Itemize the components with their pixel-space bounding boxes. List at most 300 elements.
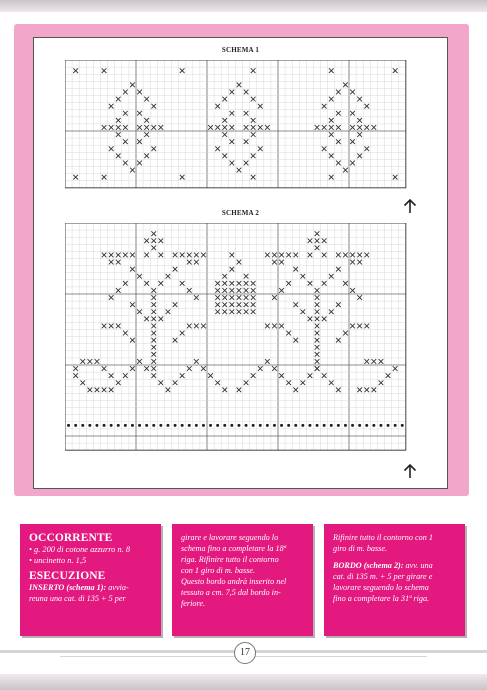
stitch-cross — [215, 380, 220, 385]
stitch-cross — [123, 125, 128, 130]
stitch-cross — [386, 373, 391, 378]
stitch-dot — [117, 424, 120, 427]
stitch-cross — [73, 366, 78, 371]
stitch-dot — [223, 424, 226, 427]
stitch-cross — [265, 324, 270, 329]
stitch-cross — [272, 295, 277, 300]
stitch-cross — [244, 281, 249, 286]
stitch-cross — [222, 154, 227, 159]
stitch-cross — [279, 324, 284, 329]
stitch-cross — [350, 111, 355, 116]
stitch-cross — [329, 274, 334, 279]
grid-lines — [65, 60, 406, 188]
stitch-cross — [244, 288, 249, 293]
stitch-cross — [130, 366, 135, 371]
stitch-cross — [187, 260, 192, 265]
stitch-cross — [322, 281, 327, 286]
stitch-dot — [308, 424, 311, 427]
stitch-cross — [286, 281, 291, 286]
stitch-cross — [322, 238, 327, 243]
stitch-cross — [144, 125, 149, 130]
stitch-dot — [259, 424, 262, 427]
stitch-cross — [293, 302, 298, 307]
stitch-cross — [166, 388, 171, 393]
stitch-cross — [251, 118, 256, 123]
stitch-cross — [159, 253, 164, 258]
stitch-dot — [202, 424, 205, 427]
stitch-cross — [315, 309, 320, 314]
stitch-cross — [322, 317, 327, 322]
stitch-cross — [109, 324, 114, 329]
stitch-cross — [180, 253, 185, 258]
stitch-cross — [237, 388, 242, 393]
stitch-cross — [222, 302, 227, 307]
stitch-cross — [151, 309, 156, 314]
insert-text — [29, 582, 152, 593]
stitch-cross — [109, 388, 114, 393]
insert-text-line: reuna una cat. di 135 + 5 per — [29, 594, 126, 603]
stitch-cross — [322, 373, 327, 378]
stitch-cross — [293, 388, 298, 393]
stitch-dot — [316, 424, 319, 427]
stitch-cross — [173, 253, 178, 258]
stitch-cross — [73, 175, 78, 180]
stitch-cross — [336, 161, 341, 166]
stitch-cross — [151, 288, 156, 293]
stitch-dot — [287, 424, 290, 427]
stitch-cross — [336, 267, 341, 272]
stitch-dot — [209, 424, 212, 427]
stitch-cross — [251, 295, 256, 300]
stitch-dot — [330, 424, 333, 427]
stitch-cross — [230, 281, 235, 286]
stitch-cross — [343, 83, 348, 88]
stitch-cross — [187, 324, 192, 329]
stitch-cross — [230, 90, 235, 95]
stitch-dot — [188, 424, 191, 427]
stitch-cross — [308, 281, 313, 286]
stitch-dot — [266, 424, 269, 427]
stitch-cross — [237, 83, 242, 88]
stitch-cross — [144, 366, 149, 371]
stitch-cross — [350, 90, 355, 95]
stitch-cross — [237, 295, 242, 300]
stitch-cross — [393, 366, 398, 371]
stitch-cross — [144, 317, 149, 322]
stitch-cross — [329, 118, 334, 123]
stitch-cross — [336, 253, 341, 258]
stitch-cross — [279, 288, 284, 293]
stitch-dot — [280, 424, 283, 427]
stitch-cross — [357, 388, 362, 393]
stitch-cross — [166, 309, 171, 314]
stitch-cross — [116, 125, 121, 130]
stitch-cross — [187, 288, 192, 293]
stitch-cross — [151, 338, 156, 343]
stitch-cross — [159, 125, 164, 130]
stitch-cross — [244, 309, 249, 314]
stitch-cross — [315, 231, 320, 236]
stitch-cross — [151, 317, 156, 322]
stitch-cross — [258, 125, 263, 130]
stitch-cross — [130, 168, 135, 173]
stitch-cross — [151, 231, 156, 236]
stitch-cross — [251, 302, 256, 307]
stitch-cross — [251, 309, 256, 314]
stitch-cross — [187, 253, 192, 258]
stitch-cross — [357, 132, 362, 137]
stitch-cross — [123, 331, 128, 336]
stitch-cross — [393, 68, 398, 73]
stitch-cross — [336, 90, 341, 95]
chart-panel — [33, 37, 448, 489]
stitch-cross — [137, 359, 142, 364]
stitch-cross — [230, 111, 235, 116]
stitch-cross — [194, 253, 199, 258]
stitch-cross — [194, 260, 199, 265]
stitch-cross — [222, 118, 227, 123]
instruction-line: Questo bordo andrà inserito nel — [181, 577, 287, 586]
stitch-cross — [116, 97, 121, 102]
stitch-dot — [351, 424, 354, 427]
stitch-cross — [222, 288, 227, 293]
stitch-cross — [315, 238, 320, 243]
stitch-cross — [237, 302, 242, 307]
stitch-cross — [315, 366, 320, 371]
stitch-dot — [145, 424, 148, 427]
stitch-dot — [67, 424, 70, 427]
stitch-cross — [301, 274, 306, 279]
stitch-cross — [222, 309, 227, 314]
stitch-cross — [379, 380, 384, 385]
stitch-cross — [315, 345, 320, 350]
stitch-cross — [343, 168, 348, 173]
stitch-dot — [245, 424, 248, 427]
stitch-dot — [372, 424, 375, 427]
stitch-dot — [166, 424, 169, 427]
stitch-dot — [95, 424, 98, 427]
stitch-cross — [151, 302, 156, 307]
stitch-cross — [357, 154, 362, 159]
stitch-cross — [393, 175, 398, 180]
schema-1-grid — [65, 60, 409, 192]
stitch-cross — [364, 388, 369, 393]
stitch-cross — [230, 139, 235, 144]
stitch-cross — [357, 97, 362, 102]
stitch-cross — [151, 373, 156, 378]
bordo-label: BORDO (schema 2): — [333, 561, 404, 570]
schema-1-title: SCHEMA 1 — [221, 46, 260, 54]
stitch-cross — [372, 388, 377, 393]
stitch-cross — [102, 324, 107, 329]
page-number: 17 — [234, 642, 256, 664]
stitch-dot — [181, 424, 184, 427]
occorrente-heading: OCCORRENTE — [29, 532, 113, 544]
stitch-cross — [315, 295, 320, 300]
stitch-cross — [237, 309, 242, 314]
stitch-cross — [222, 388, 227, 393]
stitch-cross — [329, 175, 334, 180]
stitch-cross — [180, 175, 185, 180]
stitch-cross — [364, 125, 369, 130]
stitch-cross — [364, 104, 369, 109]
stitch-cross — [350, 288, 355, 293]
stitch-cross — [73, 373, 78, 378]
instruction-line: girare e lavorare seguendo lo — [181, 533, 279, 542]
stitch-cross — [244, 90, 249, 95]
stitch-cross — [329, 380, 334, 385]
stitch-dot — [152, 424, 155, 427]
stitch-cross — [315, 331, 320, 336]
stitch-cross — [173, 380, 178, 385]
stitch-cross — [272, 324, 277, 329]
stitch-cross — [315, 302, 320, 307]
stitch-cross — [265, 125, 270, 130]
stitch-cross — [173, 338, 178, 343]
stitch-cross — [315, 352, 320, 357]
stitch-cross — [308, 238, 313, 243]
stitch-cross — [194, 324, 199, 329]
stitch-cross — [251, 288, 256, 293]
stitch-cross — [109, 373, 114, 378]
stitch-cross — [251, 154, 256, 159]
stitch-cross — [230, 161, 235, 166]
stitch-cross — [230, 125, 235, 130]
stitch-cross — [244, 125, 249, 130]
stitch-cross — [251, 97, 256, 102]
stitch-cross — [201, 324, 206, 329]
stitch-cross — [215, 125, 220, 130]
stitch-cross — [137, 274, 142, 279]
stitch-cross — [329, 309, 334, 314]
stitch-cross — [357, 118, 362, 123]
stitch-cross — [215, 302, 220, 307]
stitch-cross — [180, 281, 185, 286]
bordo-line: cat. di 135 m. + 5 per girare e — [333, 572, 433, 581]
instruction-line: con 1 giro di m. basse. — [181, 566, 256, 575]
up-arrow-icon — [403, 463, 417, 479]
stitch-cross — [364, 324, 369, 329]
stitch-cross — [88, 388, 93, 393]
stitch-cross — [130, 83, 135, 88]
stitch-cross — [151, 352, 156, 357]
stitch-cross — [123, 253, 128, 258]
stitch-cross — [322, 125, 327, 130]
stitch-cross — [329, 68, 334, 73]
stitch-cross — [123, 90, 128, 95]
stitch-cross — [222, 274, 227, 279]
stitch-cross — [180, 373, 185, 378]
stitch-cross — [151, 146, 156, 151]
stitch-dot — [138, 424, 141, 427]
finish-line: giro di m. basse. — [333, 544, 388, 553]
stitch-cross — [279, 253, 284, 258]
stitch-cross — [116, 288, 121, 293]
stitch-cross — [208, 125, 213, 130]
stitch-cross — [293, 267, 298, 272]
stitch-cross — [286, 331, 291, 336]
stitch-cross — [159, 238, 164, 243]
stitch-cross — [151, 246, 156, 251]
stitch-cross — [279, 260, 284, 265]
esecuzione-heading: ESECUZIONE — [29, 570, 106, 582]
stitch-cross — [244, 295, 249, 300]
stitch-cross — [144, 253, 149, 258]
stitch-dot — [301, 424, 304, 427]
stitch-cross — [322, 146, 327, 151]
stitch-cross — [144, 154, 149, 159]
stitch-cross — [222, 125, 227, 130]
stitch-cross — [286, 253, 291, 258]
stitch-cross — [315, 359, 320, 364]
stitch-cross — [244, 380, 249, 385]
stitch-cross — [336, 111, 341, 116]
stitch-cross — [137, 139, 142, 144]
stitch-cross — [343, 253, 348, 258]
stitch-cross — [109, 104, 114, 109]
stitch-cross — [244, 111, 249, 116]
stitch-cross — [151, 331, 156, 336]
stitch-cross — [329, 154, 334, 159]
stitch-cross — [237, 260, 242, 265]
stitch-dot — [401, 424, 404, 427]
stitch-cross — [222, 97, 227, 102]
stitch-cross — [123, 111, 128, 116]
stitch-cross — [286, 380, 291, 385]
stitch-dot — [74, 424, 77, 427]
stitch-cross — [123, 161, 128, 166]
stitch-cross — [159, 281, 164, 286]
stitch-cross — [272, 253, 277, 258]
stitch-dot — [379, 424, 382, 427]
stitch-cross — [109, 146, 114, 151]
stitch-cross — [301, 309, 306, 314]
stitch-cross — [364, 359, 369, 364]
stitch-cross — [194, 359, 199, 364]
stitch-cross — [215, 295, 220, 300]
stitch-cross — [109, 260, 114, 265]
stitch-cross — [364, 146, 369, 151]
finish-line: Rifinire tutto il contorno con 1 — [333, 533, 433, 542]
stitch-cross — [237, 281, 242, 286]
stitch-cross — [230, 253, 235, 258]
stitch-cross — [279, 373, 284, 378]
stitch-cross — [151, 359, 156, 364]
stitch-cross — [102, 388, 107, 393]
stitch-cross — [350, 324, 355, 329]
stitch-cross — [315, 324, 320, 329]
insert-text-part: avvia- — [106, 583, 129, 592]
stitch-cross — [315, 246, 320, 251]
stitch-cross — [116, 380, 121, 385]
stitch-cross — [244, 274, 249, 279]
stitch-cross — [173, 267, 178, 272]
stitch-cross — [144, 97, 149, 102]
stitch-cross — [272, 366, 277, 371]
stitch-cross — [151, 238, 156, 243]
stitch-cross — [251, 373, 256, 378]
schema-2-chart — [65, 223, 409, 455]
instruction-line: tessuto a cm. 7,5 dal bordo in- — [181, 588, 281, 597]
stitch-cross — [336, 388, 341, 393]
stitch-dot — [237, 424, 240, 427]
stitch-dot — [110, 424, 113, 427]
stitch-cross — [357, 125, 362, 130]
stitch-cross — [272, 260, 277, 265]
stitch-cross — [144, 132, 149, 137]
stitch-cross — [258, 366, 263, 371]
stitch-cross — [350, 125, 355, 130]
stitch-cross — [102, 68, 107, 73]
stitch-dot — [216, 424, 219, 427]
materials-box — [20, 524, 161, 636]
stitch-cross — [293, 338, 298, 343]
stitch-cross — [322, 104, 327, 109]
stitch-cross — [265, 253, 270, 258]
stitch-cross — [308, 253, 313, 258]
stitch-cross — [230, 302, 235, 307]
stitch-cross — [251, 132, 256, 137]
stitch-cross — [173, 302, 178, 307]
stitch-cross — [308, 373, 313, 378]
stitch-cross — [95, 359, 100, 364]
stitch-cross — [151, 125, 156, 130]
material-item: • g. 200 di cotone azzurro n. 8 — [29, 545, 131, 554]
stitch-dot — [337, 424, 340, 427]
stitch-cross — [379, 359, 384, 364]
instruction-line: schema fino a completare la 18ª — [181, 544, 286, 553]
stitch-cross — [109, 253, 114, 258]
stitch-cross — [251, 68, 256, 73]
stitch-cross — [102, 253, 107, 258]
schema-1-chart — [65, 60, 409, 192]
stitch-dot — [344, 424, 347, 427]
stitch-cross — [244, 139, 249, 144]
stitch-cross — [130, 253, 135, 258]
stitch-cross — [88, 359, 93, 364]
stitch-cross — [137, 111, 142, 116]
stitch-cross — [301, 380, 306, 385]
stitch-cross — [151, 345, 156, 350]
stitch-cross — [315, 125, 320, 130]
stitch-cross — [350, 260, 355, 265]
stitch-cross — [144, 238, 149, 243]
stitch-dot — [174, 424, 177, 427]
stitch-cross — [151, 104, 156, 109]
stitch-cross — [116, 118, 121, 123]
bordo-line: fino a completare la 31ª riga. — [333, 594, 430, 603]
instruction-line: riga. Rifinire tutto il contorno — [181, 555, 279, 564]
stitch-cross — [144, 118, 149, 123]
stitch-dot — [294, 424, 297, 427]
stitch-cross — [230, 295, 235, 300]
stitch-cross — [336, 125, 341, 130]
material-item: • uncinetto n. 1,5 — [29, 556, 87, 565]
stitch-dot — [159, 424, 162, 427]
stitch-cross — [364, 253, 369, 258]
stitch-cross — [166, 274, 171, 279]
stitch-cross — [151, 295, 156, 300]
stitch-cross — [222, 281, 227, 286]
stitch-cross — [265, 359, 270, 364]
stitch-cross — [144, 281, 149, 286]
stitch-cross — [215, 104, 220, 109]
border-box — [324, 524, 465, 636]
stitch-cross — [350, 253, 355, 258]
stitch-cross — [293, 253, 298, 258]
stitch-dot — [103, 424, 106, 427]
insert-label: INSERTO (schema 1): — [29, 583, 107, 592]
